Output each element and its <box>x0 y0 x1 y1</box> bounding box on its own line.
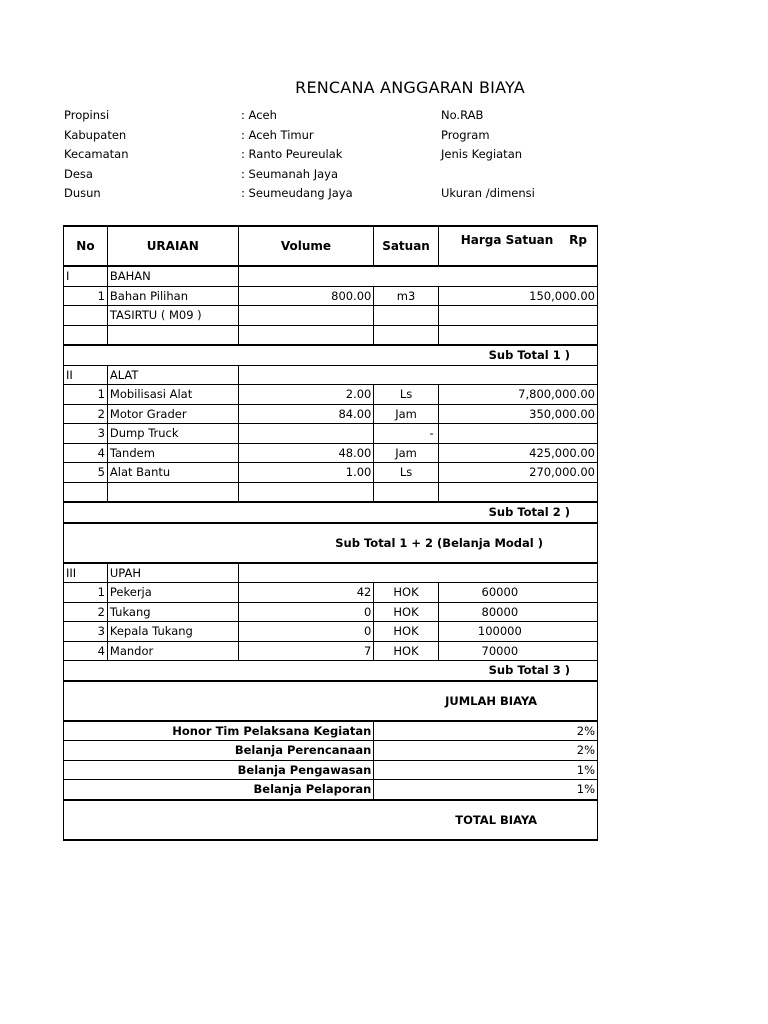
item-harga: 80000 <box>438 602 597 622</box>
item-volume: 48.00 <box>238 443 374 463</box>
pelaporan-label: Belanja Pelaporan <box>64 780 374 800</box>
item-no: 1 <box>64 286 108 306</box>
item-no: 5 <box>64 463 108 483</box>
item-harga: 150,000.00 <box>438 286 597 306</box>
item-harga: 70000 <box>438 641 597 661</box>
pengawasan-pct: 1% <box>374 760 598 780</box>
item-uraian: Kepala Tukang <box>107 622 238 642</box>
item-uraian: Tukang <box>107 602 238 622</box>
budget-table <box>63 225 598 841</box>
item-satuan: Ls <box>374 463 438 483</box>
total-biaya-row <box>64 800 598 840</box>
subtotal-2: Sub Total 2 ) <box>64 502 598 523</box>
table-row <box>64 563 598 583</box>
table-row <box>64 306 598 326</box>
header-uraian: URAIAN <box>107 226 238 266</box>
info-row-dusun <box>64 186 624 206</box>
kabupaten-value: : Aceh Timur <box>241 127 314 142</box>
item-satuan: Jam <box>374 443 438 463</box>
item-uraian: Dump Truck <box>107 424 238 444</box>
item-satuan: Ls <box>374 385 438 405</box>
info-row-desa <box>64 167 624 187</box>
table-row <box>64 385 598 405</box>
item-uraian: Motor Grader <box>107 404 238 424</box>
table-row <box>64 266 598 286</box>
table-row <box>64 602 598 622</box>
total-biaya: TOTAL BIAYA <box>64 800 598 840</box>
item-uraian: TASIRTU ( M09 ) <box>107 306 238 326</box>
item-satuan: HOK <box>374 622 438 642</box>
subtotal-row <box>64 661 598 681</box>
subtotal-1: Sub Total 1 ) <box>64 345 598 365</box>
table-row <box>64 780 598 800</box>
header-no: No <box>64 226 108 266</box>
propinsi-label: Propinsi <box>64 108 110 122</box>
header-harga-satuan <box>438 226 597 266</box>
item-uraian: Mandor <box>107 641 238 661</box>
propinsi-value: : Aceh <box>241 108 277 122</box>
table-row <box>64 760 598 780</box>
kecamatan-value: : Ranto Peureulak <box>241 147 343 161</box>
item-satuan: HOK <box>374 602 438 622</box>
info-row-propinsi <box>64 108 624 128</box>
item-no: 1 <box>64 385 108 405</box>
item-satuan: m3 <box>374 286 438 306</box>
item-harga: 425,000.00 <box>438 443 597 463</box>
table-row <box>64 463 598 483</box>
info-row-kabupaten <box>64 128 624 148</box>
header-volume: Volume <box>238 226 374 266</box>
item-satuan: - <box>374 424 438 444</box>
item-no: 4 <box>64 641 108 661</box>
subtotal-1-2: Sub Total 1 + 2 (Belanja Modal ) <box>64 523 598 563</box>
item-volume: 2.00 <box>238 385 374 405</box>
document-title: RENCANA ANGGARAN BIAYA <box>295 78 525 97</box>
table-row <box>64 404 598 424</box>
perencanaan-pct: 2% <box>374 741 598 761</box>
item-no: 3 <box>64 424 108 444</box>
ukuran-label: Ukuran /dimensi <box>441 186 535 200</box>
honor-label: Honor Tim Pelaksana Kegiatan <box>64 721 374 741</box>
item-volume: 0 <box>238 622 374 642</box>
table-row <box>64 583 598 603</box>
header-rp: Rp <box>569 233 587 247</box>
item-volume: 1.00 <box>238 463 374 483</box>
item-uraian: Alat Bantu <box>107 463 238 483</box>
section-no: III <box>64 563 108 583</box>
item-no: 2 <box>64 404 108 424</box>
subtotal-row <box>64 523 598 563</box>
kabupaten-label: Kabupaten <box>64 127 127 142</box>
item-volume: 0 <box>238 602 374 622</box>
item-no: 1 <box>64 583 108 603</box>
table-row <box>64 424 598 444</box>
jumlah-biaya-row <box>64 681 598 721</box>
section-label: ALAT <box>107 365 238 385</box>
header-satuan: Satuan <box>374 226 438 266</box>
section-no: II <box>64 365 108 385</box>
table-header-row <box>64 226 598 266</box>
table-row <box>64 741 598 761</box>
item-satuan: HOK <box>374 641 438 661</box>
item-uraian: Pekerja <box>107 583 238 603</box>
item-harga: 350,000.00 <box>438 404 597 424</box>
item-uraian: Tandem <box>107 443 238 463</box>
table-row <box>64 482 598 502</box>
info-block <box>64 108 624 206</box>
table-row <box>64 443 598 463</box>
jenis-kegiatan-label: Jenis Kegiatan <box>441 147 523 161</box>
item-harga: 100000 <box>438 622 597 642</box>
perencanaan-label: Belanja Perencanaan <box>64 741 374 761</box>
table-row <box>64 641 598 661</box>
section-no: I <box>64 266 108 286</box>
item-satuan: Jam <box>374 404 438 424</box>
norab-label: No.RAB <box>441 108 484 122</box>
table-row <box>64 286 598 306</box>
table-row <box>64 365 598 385</box>
item-no: 2 <box>64 602 108 622</box>
table-row <box>64 622 598 642</box>
item-volume: 7 <box>238 641 374 661</box>
item-volume: 800.00 <box>238 286 374 306</box>
subtotal-row <box>64 502 598 523</box>
subtotal-row <box>64 345 598 365</box>
dusun-value: : Seumeudang Jaya <box>241 186 353 200</box>
item-harga: 60000 <box>438 583 597 603</box>
desa-value: : Seumanah Jaya <box>241 166 339 181</box>
kecamatan-label: Kecamatan <box>64 147 129 161</box>
item-uraian: Mobilisasi Alat <box>107 385 238 405</box>
subtotal-3: Sub Total 3 ) <box>64 661 598 681</box>
item-volume: 42 <box>238 583 374 603</box>
section-label: UPAH <box>107 563 238 583</box>
dusun-label: Dusun <box>64 186 101 200</box>
program-label: Program <box>441 127 490 142</box>
item-satuan: HOK <box>374 583 438 603</box>
item-uraian: Bahan Pilihan <box>107 286 238 306</box>
item-harga: 270,000.00 <box>438 463 597 483</box>
item-no: 4 <box>64 443 108 463</box>
table-row <box>64 325 598 345</box>
desa-label: Desa <box>64 166 93 181</box>
table-row <box>64 721 598 741</box>
item-no: 3 <box>64 622 108 642</box>
pelaporan-pct: 1% <box>374 780 598 800</box>
honor-pct: 2% <box>374 721 598 741</box>
header-harga-label: Harga Satuan <box>460 233 554 247</box>
item-harga: 7,800,000.00 <box>438 385 597 405</box>
pengawasan-label: Belanja Pengawasan <box>64 760 374 780</box>
jumlah-biaya: JUMLAH BIAYA <box>64 681 598 721</box>
section-label: BAHAN <box>107 266 238 286</box>
info-row-kecamatan <box>64 147 624 167</box>
item-volume: 84.00 <box>238 404 374 424</box>
